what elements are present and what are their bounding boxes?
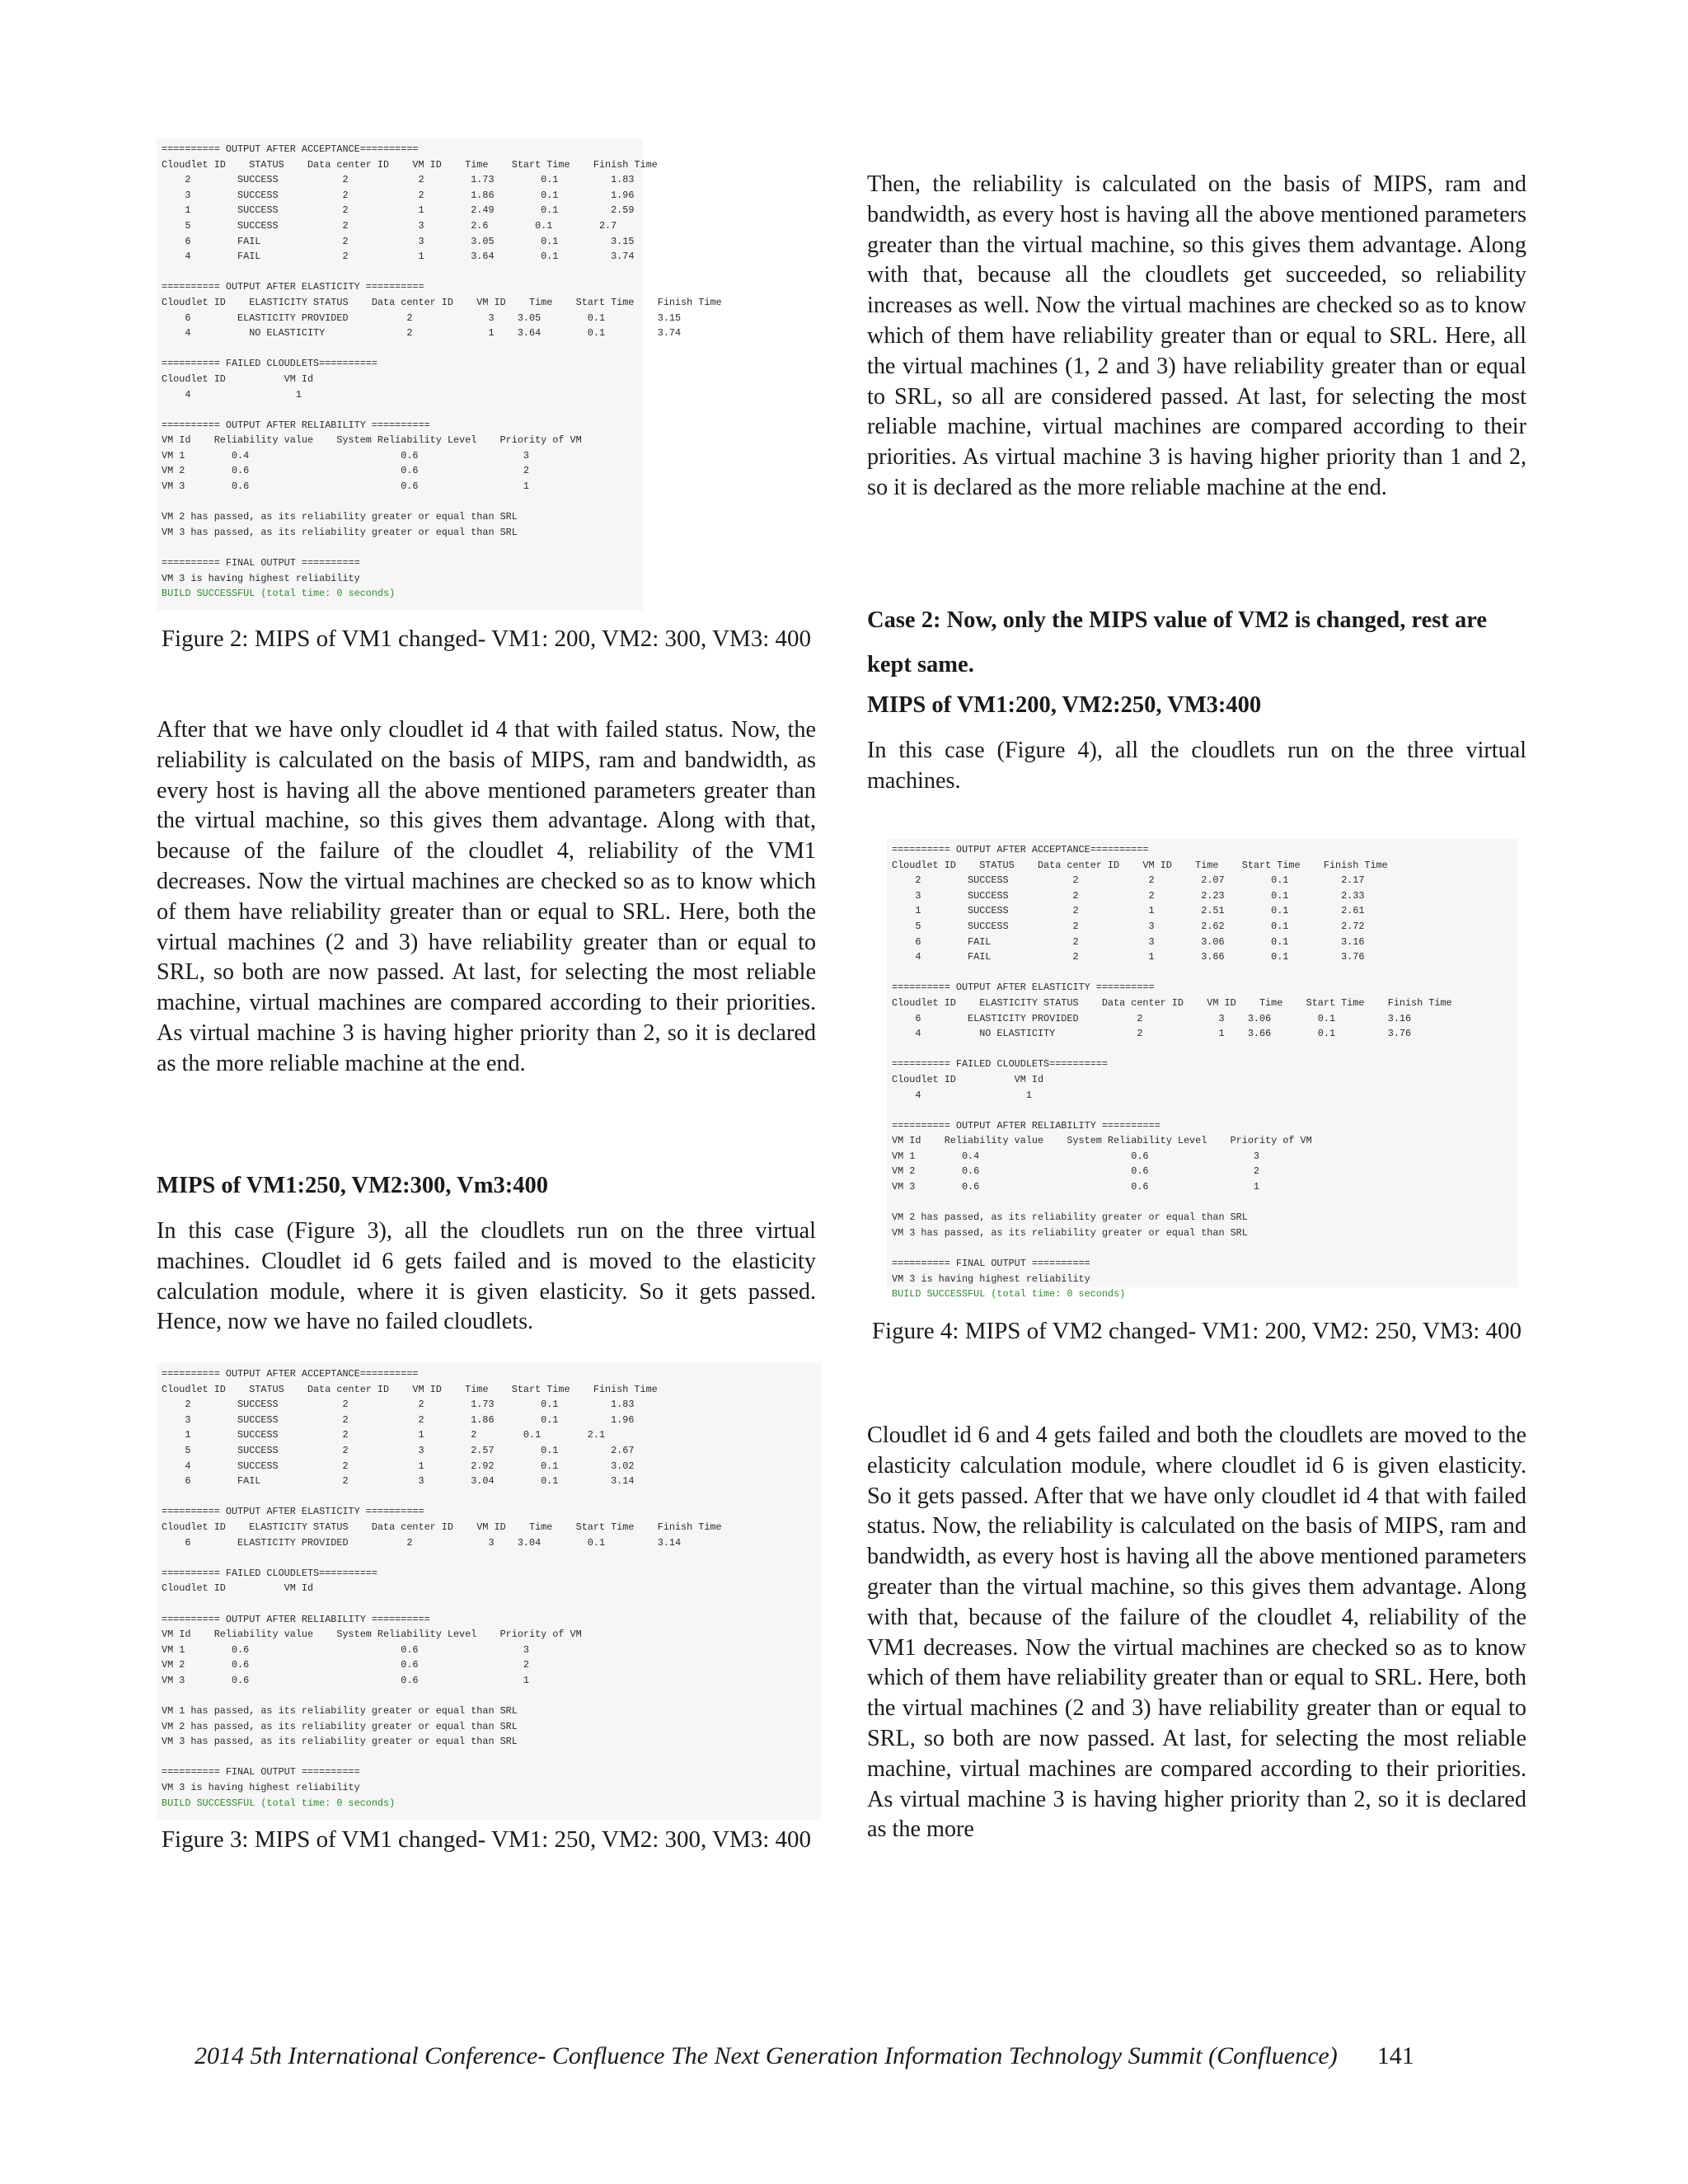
console-line xyxy=(892,1195,1518,1211)
console-line: ========== FAILED CLOUDLETS========== xyxy=(162,1567,377,1579)
console-line: ========== OUTPUT AFTER ACCEPTANCE========== xyxy=(162,1368,419,1380)
console-line xyxy=(162,540,643,555)
console-line: VM 3 has passed, as its reliability greater or equal than SRL xyxy=(162,1736,518,1748)
console-line: VM 1 0.4 0.6 3 xyxy=(162,449,529,462)
console-line: 4 FAIL 2 1 3.66 0.1 3.76 xyxy=(892,951,1365,963)
console-line xyxy=(892,1042,1518,1057)
console-line: 4 SUCCESS 2 1 2.92 0.1 3.02 xyxy=(162,1460,635,1472)
console-line: ========== OUTPUT AFTER ELASTICITY ========== xyxy=(892,982,1155,994)
console-line: VM 1 0.4 0.6 3 xyxy=(892,1150,1259,1162)
console-line: 6 ELASTICITY PROVIDED 2 3 3.05 0.1 3.15 xyxy=(162,312,682,324)
console-line: 1 SUCCESS 2 1 2.49 0.1 2.59 xyxy=(162,204,635,217)
console-line: ========== OUTPUT AFTER ELASTICITY ========== xyxy=(162,281,424,293)
console-line: VM 2 0.6 0.6 2 xyxy=(162,1659,529,1671)
console-line: BUILD SUCCESSFUL (total time: 0 seconds) xyxy=(162,588,396,600)
console-line xyxy=(892,1240,1518,1256)
console-line: 4 FAIL 2 1 3.64 0.1 3.74 xyxy=(162,251,635,263)
console-line: 2 SUCCESS 2 2 1.73 0.1 1.83 xyxy=(162,174,635,186)
console-line: 5 SUCCESS 2 3 2.6 0.1 2.7 xyxy=(162,219,617,232)
console-line: VM 3 0.6 0.6 1 xyxy=(892,1181,1259,1193)
page-footer xyxy=(195,2042,1414,2070)
case-2-heading: Case 2: Now, only the MIPS value of VM2 is changed, rest are kept same. xyxy=(867,607,1488,677)
console-line: 4 NO ELASTICITY 2 1 3.66 0.1 3.76 xyxy=(892,1028,1412,1040)
console-line xyxy=(162,1688,821,1704)
console-line xyxy=(162,402,643,418)
console-line xyxy=(162,265,643,280)
console-line xyxy=(162,1750,821,1765)
console-line: ========== FINAL OUTPUT ========== xyxy=(162,1766,360,1779)
console-line: VM Id Reliability value System Reliability Level Priority of VM xyxy=(162,434,582,447)
console-line: 6 FAIL 2 3 3.05 0.1 3.15 xyxy=(162,235,635,247)
console-line: 5 SUCCESS 2 3 2.57 0.1 2.67 xyxy=(162,1444,635,1456)
console-line: VM 2 0.6 0.6 2 xyxy=(162,465,529,477)
console-line: BUILD SUCCESSFUL (total time: 0 seconds) xyxy=(162,1797,396,1809)
console-line: ========== OUTPUT AFTER ACCEPTANCE========== xyxy=(892,844,1149,855)
console-line: Cloudlet ID ELASTICITY STATUS Data center ID VM ID Time Start Time Finish Time xyxy=(892,996,1452,1009)
console-line: 4 NO ELASTICITY 2 1 3.64 0.1 3.74 xyxy=(162,327,682,340)
console-line: VM 3 is having highest reliability xyxy=(162,572,360,584)
console-line: Cloudlet ID STATUS Data center ID VM ID Time Start Time Finish Time xyxy=(162,158,658,171)
console-line: VM 2 has passed, as its reliability greater or equal than SRL xyxy=(892,1212,1248,1224)
console-line xyxy=(162,1596,821,1612)
console-line: 5 SUCCESS 2 3 2.62 0.1 2.72 xyxy=(892,920,1365,932)
console-line: Cloudlet ID STATUS Data center ID VM ID Time Start Time Finish Time xyxy=(892,859,1388,871)
figure-4-caption: Figure 4: MIPS of VM2 changed- VM1: 200, VM2: 250, VM3: 400 xyxy=(871,1318,1522,1344)
console-line: VM Id Reliability value System Reliability Level Priority of VM xyxy=(892,1135,1312,1147)
console-line: 1 SUCCESS 2 1 2.51 0.1 2.61 xyxy=(892,905,1365,917)
console-line xyxy=(162,494,643,510)
console-line: VM 3 has passed, as its reliability greater or equal than SRL xyxy=(892,1226,1248,1239)
figure-3-caption: Figure 3: MIPS of VM1 changed- VM1: 250, VM2: 300, VM3: 400 xyxy=(161,1826,812,1853)
console-line: 2 SUCCESS 2 2 2.07 0.1 2.17 xyxy=(892,874,1365,887)
right-paragraph-2: In this case (Figure 4), all the cloudlets run on the three virtual machines. xyxy=(867,738,1526,794)
console-line xyxy=(892,1103,1518,1118)
right-paragraph-1: Then, the reliability is calculated on the basis of MIPS, ram and bandwidth, as every host is having all the above mentioned parameters greater than the virtual machine, so this gives them advantage. Along with that, because all the cloudlets get succeeded, so reliability increases as well. Now the virtual machines are checked so as to know which of them have reliability greater than or equal to SRL. Here, all the virtual machines (1, 2 and 3) have reliability greater than or equal to SRL, so all are considered passed. At last, for selecting the most reliable machine, virtual machines are compared according to their priorities. As virtual machine 3 is having higher priority than 1 and 2, so it is declared as the more reliable machine at the end. xyxy=(867,171,1526,500)
console-line: 1 SUCCESS 2 1 2 0.1 2.1 xyxy=(162,1429,606,1441)
console-line: 3 SUCCESS 2 2 1.86 0.1 1.96 xyxy=(162,189,635,201)
console-line: VM 1 has passed, as its reliability greater or equal than SRL xyxy=(162,1705,518,1718)
console-line: ========== OUTPUT AFTER RELIABILITY ========== xyxy=(162,419,430,431)
console-line: 4 1 xyxy=(162,388,302,401)
console-line: 3 SUCCESS 2 2 2.23 0.1 2.33 xyxy=(892,889,1365,902)
console-line: VM 2 has passed, as its reliability greater or equal than SRL xyxy=(162,1720,518,1732)
figure-4-console-output xyxy=(887,839,1518,1301)
console-line: BUILD SUCCESSFUL (total time: 0 seconds) xyxy=(892,1288,1126,1301)
console-line: Cloudlet ID ELASTICITY STATUS Data center ID VM ID Time Start Time Finish Time xyxy=(162,1521,722,1533)
console-line: ========== FINAL OUTPUT ========== xyxy=(162,557,360,569)
console-line: ========== FAILED CLOUDLETS========== xyxy=(162,358,377,370)
section-heading-vm2-250: MIPS of VM1:200, VM2:250, VM3:400 xyxy=(867,692,1262,718)
console-line: ========== OUTPUT AFTER ELASTICITY ========== xyxy=(162,1506,424,1518)
console-line: 6 ELASTICITY PROVIDED 2 3 3.04 0.1 3.14 xyxy=(162,1536,682,1549)
console-line: VM Id Reliability value System Reliability Level Priority of VM xyxy=(162,1629,582,1641)
console-line: Cloudlet ID VM Id xyxy=(892,1073,1044,1085)
left-paragraph-2: In this case (Figure 3), all the cloudlets run on the three virtual machines. Cloudlet id 6 gets failed and is moved to the elasticity calculation module, where it is given elasticity. So it gets passed. Hence, now we have no failed cloudlets. xyxy=(157,1218,816,1335)
console-line xyxy=(162,1489,821,1505)
console-line: 6 FAIL 2 3 3.06 0.1 3.16 xyxy=(892,935,1365,948)
console-line: VM 2 0.6 0.6 2 xyxy=(892,1165,1259,1178)
console-line: Cloudlet ID ELASTICITY STATUS Data center ID VM ID Time Start Time Finish Time xyxy=(162,296,722,308)
right-paragraph-3: Cloudlet id 6 and 4 gets failed and both the cloudlets are moved to the elasticity calculation module, where cloudlet id 6 is given elasticity. So it gets passed. After that we have only cloudlet id 4 that with failed status. Now, the reliability is calculated on the basis of MIPS, ram and bandwidth, as every host is having all the above mentioned parameters greater than the virtual machine, so this gives them advantage. Along with that, because of the failure of the cloudlet 4, reliability of the VM1 decreases. Now the virtual machines are checked so as to know which of them have reliability greater than or equal to SRL. Here, both the virtual machines (2 and 3) have reliability greater than or equal to SRL, so both are now passed. At last, for selecting the most reliable machine, virtual machines are compared according to their priorities. As virtual machine 3 is having higher priority than 2, so it is declared as the more xyxy=(867,1422,1526,1843)
console-line: ========== FINAL OUTPUT ========== xyxy=(892,1258,1090,1270)
console-line xyxy=(162,1550,821,1566)
console-line: 3 SUCCESS 2 2 1.86 0.1 1.96 xyxy=(162,1413,635,1426)
console-line: VM 3 0.6 0.6 1 xyxy=(162,480,529,493)
console-line: Cloudlet ID STATUS Data center ID VM ID Time Start Time Finish Time xyxy=(162,1383,658,1395)
conference-name: 2014 5th International Conference- Confluence The Next Generation Information Technology Summit (Confluence) xyxy=(195,2042,1338,2069)
figure-2-console-output xyxy=(157,138,722,610)
console-line: VM 3 has passed, as its reliability greater or equal than SRL xyxy=(162,526,518,538)
section-heading-vm1-250: MIPS of VM1:250, VM2:300, Vm3:400 xyxy=(157,1173,548,1198)
figure-3-console-output xyxy=(157,1363,821,1820)
console-line: 4 1 xyxy=(892,1089,1032,1101)
console-line: VM 3 is having highest reliability xyxy=(892,1272,1090,1285)
console-line: ========== OUTPUT AFTER RELIABILITY ========== xyxy=(892,1119,1160,1132)
console-line: Cloudlet ID VM Id xyxy=(162,373,314,385)
console-line xyxy=(892,965,1518,981)
console-line: VM 3 is having highest reliability xyxy=(162,1782,360,1794)
console-line: Cloudlet ID VM Id xyxy=(162,1582,314,1595)
console-line: 2 SUCCESS 2 2 1.73 0.1 1.83 xyxy=(162,1399,635,1411)
page-number: 141 xyxy=(1376,2042,1414,2069)
left-paragraph-1: After that we have only cloudlet id 4 that with failed status. Now, the reliability is calculated on the basis of MIPS, ram and bandwidth, as every host is having all the above mentioned parameters greater than the virtual machine, so this gives them advantage. Along with that, because of the failure of the cloudlet 4, reliability of the VM1 decreases. Now the virtual machines are checked so as to know which of them have reliability greater than or equal to SRL. Here, both the virtual machines (2 and 3) have reliability greater than or equal to SRL, so both are now passed. At last, for selecting the most reliable machine, virtual machines are compared according to their priorities. As virtual machine 3 is having higher priority than 2, so it is declared as the more reliable machine at the end. xyxy=(157,717,816,1076)
console-line xyxy=(162,341,643,357)
console-line: VM 2 has passed, as its reliability greater or equal than SRL xyxy=(162,511,518,523)
figure-2-caption: Figure 2: MIPS of VM1 changed- VM1: 200, VM2: 300, VM3: 400 xyxy=(161,626,812,652)
console-line: ========== OUTPUT AFTER ACCEPTANCE========== xyxy=(162,143,419,155)
console-line: VM 3 0.6 0.6 1 xyxy=(162,1674,529,1686)
console-line: ========== FAILED CLOUDLETS========== xyxy=(892,1058,1108,1071)
console-line: 6 FAIL 2 3 3.04 0.1 3.14 xyxy=(162,1475,635,1488)
console-line: 6 ELASTICITY PROVIDED 2 3 3.06 0.1 3.16 xyxy=(892,1012,1412,1024)
console-line: VM 1 0.6 0.6 3 xyxy=(162,1643,529,1656)
console-line: ========== OUTPUT AFTER RELIABILITY ========== xyxy=(162,1613,430,1625)
